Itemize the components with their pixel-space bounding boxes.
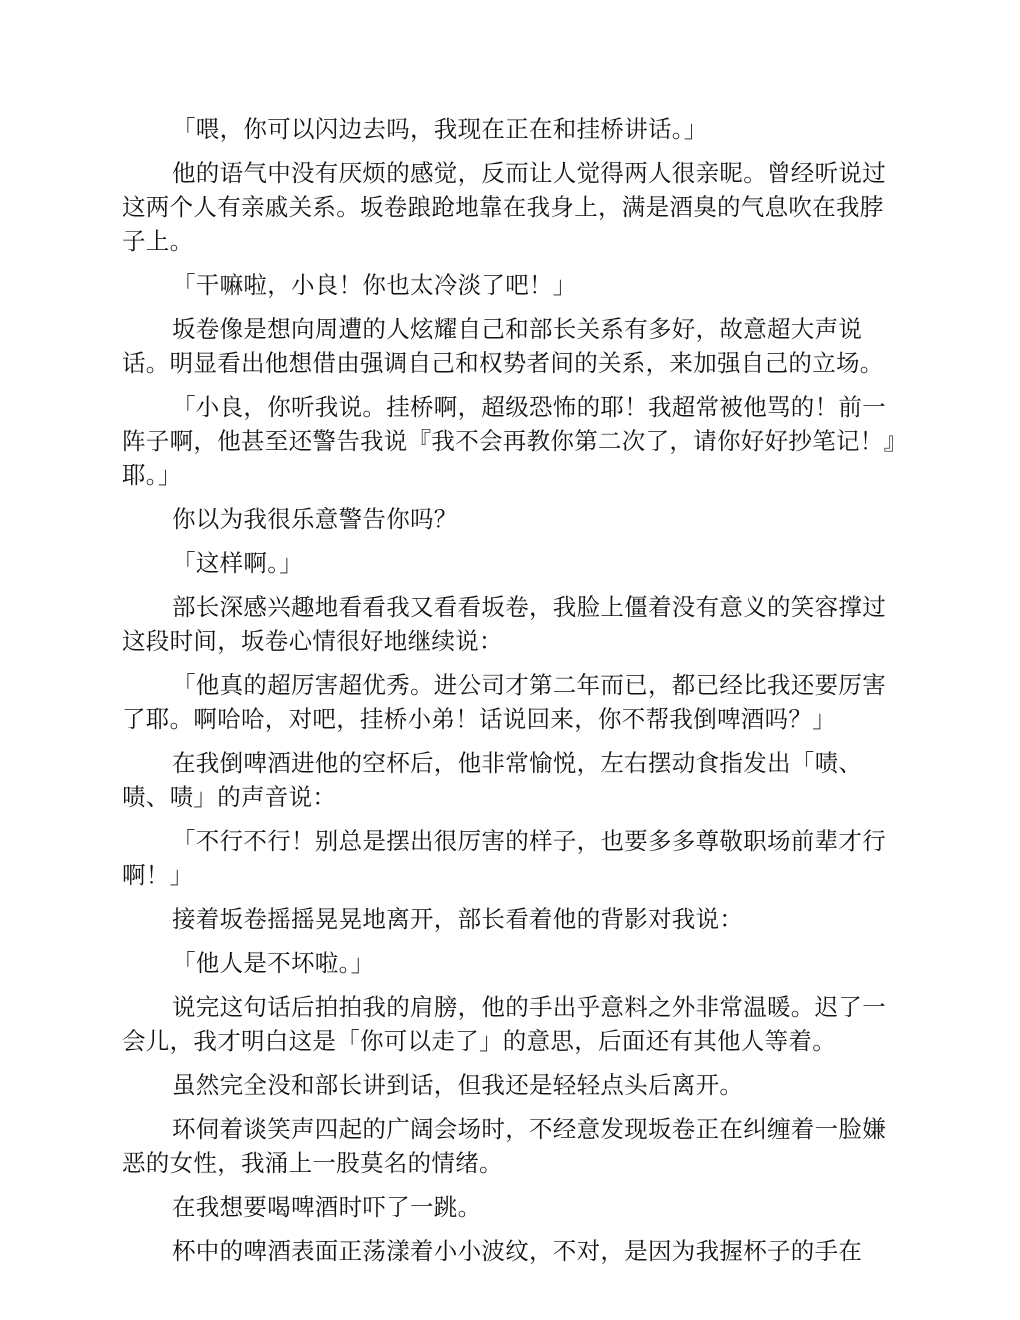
paragraph: 你以为我很乐意警告你吗？ <box>172 505 458 533</box>
paragraph: 说完这句话后拍拍我的肩膀，他的手出乎意料之外非常温暖。迟了一会儿，我才明白这是「你可以走了」的意思，后面还有其他人等着。 <box>122 993 886 1055</box>
paragraph: 虽然完全没和部长讲到话，但我还是轻轻点头后离开。 <box>172 1071 744 1099</box>
paragraph: 环伺着谈笑声四起的广阔会场时，不经意发现坂卷正在纠缠着一脸嫌恶的女性，我涌上一股莫名的情绪。 <box>122 1115 886 1177</box>
paragraph: 「这样啊。」 <box>172 549 304 577</box>
paragraph: 「喂，你可以闪边去吗，我现在正在和挂桥讲话。」 <box>172 115 708 143</box>
paragraph: 杯中的啤酒表面正荡漾着小小波纹，不对，是因为我握杯子的手在 <box>172 1237 863 1265</box>
paragraph: 在我想要喝啤酒时吓了一跳。 <box>172 1193 482 1221</box>
paragraph: 「小良，你听我说。挂桥啊，超级恐怖的耶！我超常被他骂的！前一阵子啊，他甚至还警告我说『我不会再教你第二次了，请你好好抄笔记！』耶。」 <box>122 393 896 489</box>
body-text <box>122 112 898 1278</box>
paragraph: 接着坂卷摇摇晃晃地离开，部长看着他的背影对我说： <box>172 905 744 933</box>
paragraph: 部长深感兴趣地看看我又看看坂卷，我脸上僵着没有意义的笑容撑过这段时间，坂卷心情很好地继续说： <box>122 593 886 655</box>
paragraph: 「他人是不坏啦。」 <box>172 949 375 977</box>
paragraph: 「干嘛啦，小良！你也太冷淡了吧！」 <box>172 271 577 299</box>
paragraph: 「他真的超厉害超优秀。进公司才第二年而已，都已经比我还要厉害了耶。啊哈哈，对吧，挂桥小弟！话说回来，你不帮我倒啤酒吗？」 <box>122 671 886 733</box>
paragraph: 在我倒啤酒进他的空杯后，他非常愉悦，左右摆动食指发出「啧、啧、啧」的声音说： <box>122 749 863 811</box>
paragraph: 他的语气中没有厌烦的感觉，反而让人觉得两人很亲昵。曾经听说过这两个人有亲戚关系。坂卷踉跄地靠在我身上，满是酒臭的气息吹在我脖子上。 <box>122 159 886 255</box>
paragraph: 坂卷像是想向周遭的人炫耀自己和部长关系有多好，故意超大声说话。明显看出他想借由强调自己和权势者间的关系，来加强自己的立场。 <box>122 315 884 377</box>
paragraph: 「不行不行！别总是摆出很厉害的样子，也要多多尊敬职场前辈才行啊！」 <box>122 827 886 889</box>
